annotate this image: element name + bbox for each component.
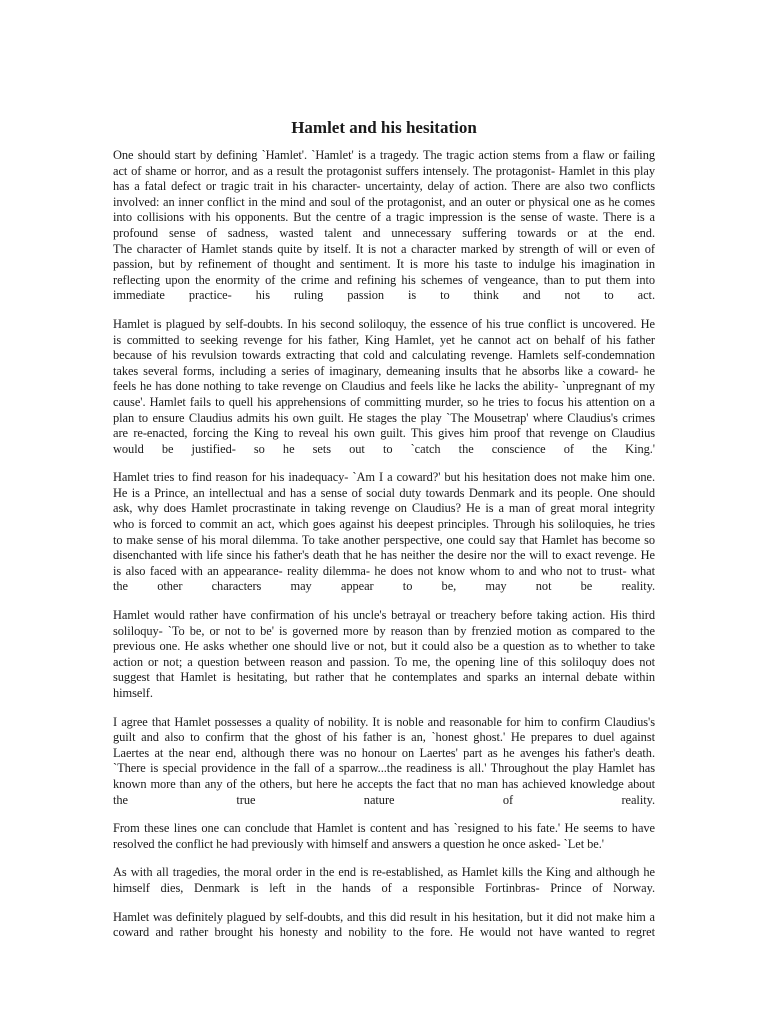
text-line: soliloquy- `To be, or not to be' is governed more by reason than by frenzied motion as compared to the bbox=[113, 623, 655, 638]
text-line: One should start by defining `Hamlet'. `Hamlet' is a tragedy. The tragic action stems from a flaw or failing bbox=[113, 148, 655, 162]
text-line: Hamlet was definitely plagued by self-doubts, and this did result in his hesitation, but it did not make him a bbox=[113, 909, 655, 924]
text-line: disenchanted with life since his father's death that he has neither the desire nor the will to exact revenge. He bbox=[113, 548, 655, 563]
paragraph bbox=[113, 470, 655, 595]
text-line: himself dies, Denmark is left in the hands of a responsible Fortinbras- Prince of Norway. bbox=[113, 880, 655, 895]
text-line: who is forced to commit an act, which goes against his deepest principles. Through his soliloquies, he tries bbox=[113, 517, 655, 532]
text-line: known more than any of the others, but here he accepts the fact that no man has achieved knowledge about bbox=[113, 776, 655, 791]
text-line: the true nature of reality. bbox=[113, 792, 655, 807]
text-line: would be justified- so he sets out to `catch the conscience of the King.' bbox=[113, 441, 655, 456]
paragraph bbox=[113, 715, 655, 809]
text-line: has a fatal defect or tragic trait in his character- uncertainty, delay of action. There are also two conflicts bbox=[113, 179, 655, 194]
text-line: himself. bbox=[113, 686, 153, 700]
text-line: are re-enacted, forcing the King to reveal his own guilt. This gives him proof that revenge on Claudius bbox=[113, 426, 655, 441]
text-line: ask, why does Hamlet procrastinate in taking revenge on Claudius? He is a man of great moral integrity bbox=[113, 501, 655, 516]
document-body bbox=[113, 148, 655, 954]
text-line: is committed to seeking revenge for his father, King Hamlet, yet he cannot act on behalf of his father bbox=[113, 332, 655, 347]
text-line: resolved the conflict he had previously with himself and answers a question he once asked- `Let be.' bbox=[113, 836, 604, 851]
paragraph bbox=[113, 317, 655, 457]
text-line: passion, but by refinement of thought and sentiment. It is more his taste to indulge his imagination in bbox=[113, 257, 655, 272]
text-line: cause'. Hamlet fails to quell his apprehensions of committing murder, so he tries to focus his attention on a bbox=[113, 394, 655, 409]
text-line: From these lines one can conclude that Hamlet is content and has `resigned to his fate.' He seems to have bbox=[113, 821, 655, 836]
text-line: `There is special providence in the fall of a sparrow...the readiness is all.' Throughout the play Hamlet has bbox=[113, 761, 655, 776]
paragraph bbox=[113, 821, 655, 852]
text-line: involved: an inner conflict in the mind and soul of the protagonist, and an outer or physical one as he comes bbox=[113, 194, 655, 209]
text-line: Hamlet is plagued by self-doubts. In his second soliloquy, the essence of his true conflict is uncovered. He bbox=[113, 316, 655, 331]
text-line: action or not; a question between reason and passion. To me, the opening line of this soliloquy does not bbox=[113, 654, 655, 669]
text-line: plan to ensure Claudius admits his own guilt. He stages the play `The Mousetrap' where Claudius's crimes bbox=[113, 410, 655, 425]
text-line: The character of Hamlet stands quite by itself. It is not a character marked by strength of will or even of bbox=[113, 241, 655, 256]
text-line: immediate practice- his ruling passion is to think and not to act. bbox=[113, 288, 655, 303]
paragraph bbox=[113, 608, 655, 702]
text-line: previous one. He asks whether one should live or not, but it could also be a question as to whether to take bbox=[113, 639, 655, 654]
text-line: the other characters may appear to be, may not be reality. bbox=[113, 579, 655, 594]
text-line: into collisions with his opponents. But the centre of a tragic impression is the sense of waste. There is a bbox=[113, 210, 655, 225]
text-line: guilt and also to confirm that the ghost of his father is an, `honest ghost.' He prepares to duel against bbox=[113, 730, 655, 745]
text-line: act of shame or horror, and as a result the protagonist suffers intensely. The protagonist- Hamlet in this play bbox=[113, 163, 655, 178]
paragraph bbox=[113, 865, 655, 896]
text-line: profound sense of sadness, wasted talent and unnecessary suffering towards or at the end. bbox=[113, 225, 655, 240]
text-line: He is a Prince, an intellectual and has a sense of social duty towards Denmark and its people. One should bbox=[113, 485, 655, 500]
text-line: takes several forms, including a series of imaginary, demeaning insults that he absorbs like a coward- he bbox=[113, 363, 655, 378]
text-line: reflecting upon the enormity of the crime and refining his schemes of vengeance, than to put them into bbox=[113, 272, 655, 287]
paragraph bbox=[113, 910, 655, 941]
text-line: Hamlet tries to find reason for his inadequacy- `Am I a coward?' but his hesitation does not make him one. bbox=[113, 470, 655, 485]
text-line: Laertes at the near end, although there was no honour on Laertes' part as he avenges his father's death. bbox=[113, 745, 655, 760]
text-line: feels he has done nothing to take revenge on Claudius and feels like he lacks the ability- `unpregnant of my bbox=[113, 379, 655, 394]
document-title: Hamlet and his hesitation bbox=[291, 118, 477, 137]
text-line: I agree that Hamlet possesses a quality of nobility. It is noble and reasonable for him to confirm Claudius's bbox=[113, 714, 655, 729]
text-line: to make sense of his moral dilemma. To take another perspective, one could say that Hamlet has become so bbox=[113, 532, 655, 547]
text-line: suggest that Hamlet is hesitating, but rather that he contemplates and sparks an internal debate within bbox=[113, 670, 655, 685]
text-line: coward and rather brought his honesty and nobility to the fore. He would not have wanted to regret bbox=[113, 925, 655, 940]
text-line: because of his revulsion towards extracting that cold and calculating revenge. Hamlets self-condemnation bbox=[113, 348, 655, 363]
text-line: Hamlet would rather have confirmation of his uncle's betrayal or treachery before taking action. His third bbox=[113, 608, 655, 623]
paragraph bbox=[113, 148, 655, 304]
text-line: is also faced with an appearance- reality dilemma- he does not know whom to and who not to trust- what bbox=[113, 563, 655, 578]
text-line: As with all tragedies, the moral order in the end is re-established, as Hamlet kills the King and although he bbox=[113, 865, 655, 880]
